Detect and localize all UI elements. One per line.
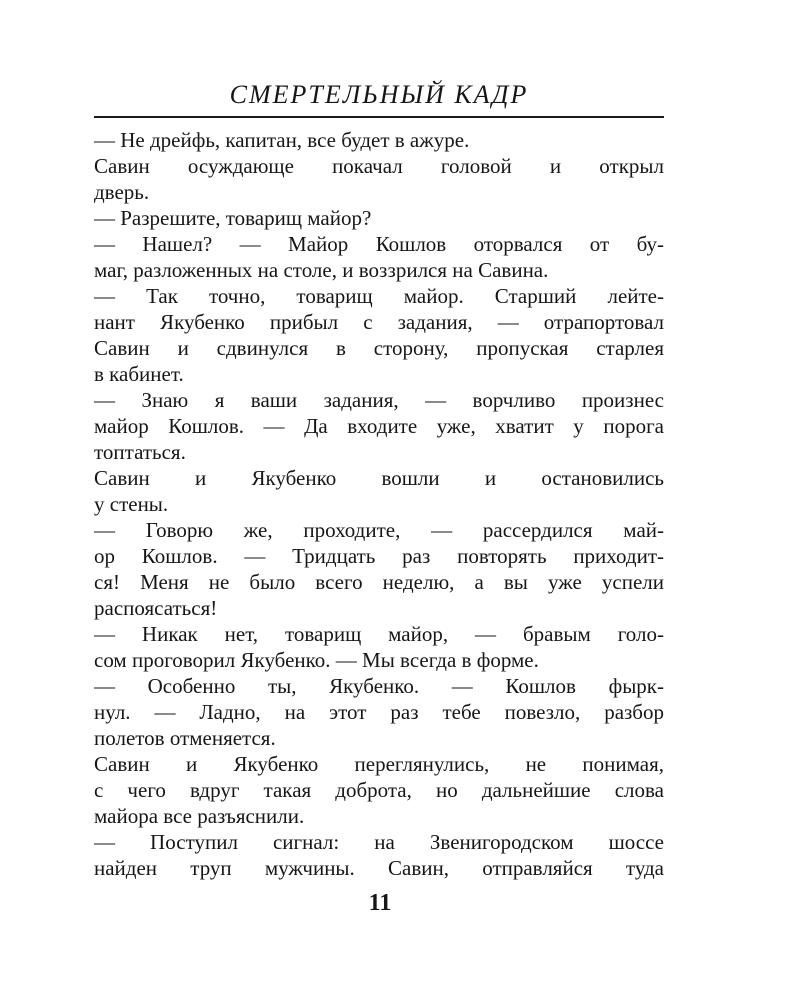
text-line: майора все разъяснили. [94,804,305,828]
text-line: дверь. [94,180,150,204]
page-number: 11 [368,890,392,916]
text-line: распоясаться! [94,596,218,620]
text-line: нул. — Ладно, на этот раз тебе повезло, разбор [94,700,664,724]
text-line: ся! Меня не было всего неделю, а вы уже успели [94,570,664,594]
text-line: — Говорю же, проходите, — рассердился май- [94,518,664,542]
text-line: — Разрешите, товарищ майор? [94,206,372,230]
text-line: топтаться. [94,440,186,464]
text-line: — Никак нет, товарищ майор, — бравым голо- [94,622,664,646]
text-line: Савин и Якубенко вошли и остановились [94,466,664,490]
text-line: маг, разложенных на столе, и воззрился на Савина. [94,258,549,282]
body-text [94,127,664,881]
text-line: полетов отменяется. [94,726,276,750]
text-line: — Так точно, товарищ майор. Старший лейте- [94,284,664,308]
text-line: ор Кошлов. — Тридцать раз повторять приходит- [94,544,664,568]
text-line: Савин осуждающе покачал головой и открыл [94,154,664,178]
text-line: — Знаю я ваши задания, — ворчливо произнес [94,388,664,412]
text-line: — Поступил сигнал: на Звенигородском шоссе [94,830,664,854]
text-line: майор Кошлов. — Да входите уже, хватит у порога [94,414,664,438]
running-title: СМЕРТЕЛЬНЫЙ КАДР [229,80,529,109]
text-line: в кабинет. [94,362,184,386]
text-line: Савин и сдвинулся в сторону, пропуская старлея [94,336,664,360]
text-line: нант Якубенко прибыл с задания, — отрапортовал [94,310,664,334]
text-line: Савин и Якубенко переглянулись, не понимая, [94,752,664,776]
text-line: с чего вдруг такая доброта, но дальнейшие слова [94,778,664,802]
text-line: у стены. [94,492,169,516]
text-line: — Особенно ты, Якубенко. — Кошлов фырк- [94,674,664,698]
header-divider [94,116,664,118]
text-line: — Не дрейфь, капитан, все будет в ажуре. [94,128,470,152]
text-line: найден труп мужчины. Савин, отправляйся туда [94,856,664,880]
text-line: — Нашел? — Майор Кошлов оторвался от бу- [94,232,664,256]
text-line: сом проговорил Якубенко. — Мы всегда в форме. [94,648,539,672]
